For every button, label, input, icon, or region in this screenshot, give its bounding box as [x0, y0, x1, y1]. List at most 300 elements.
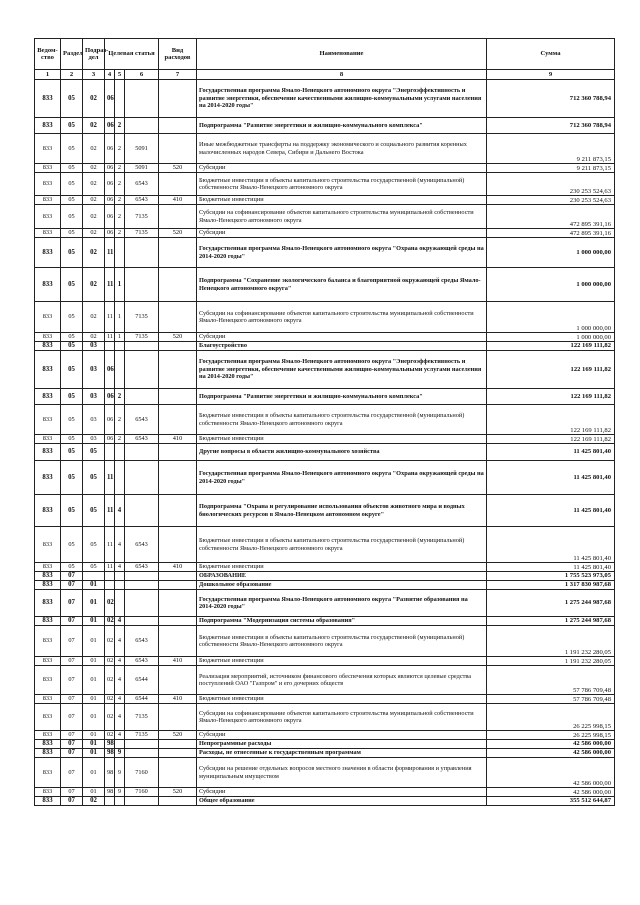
- cell-subprogram: 4: [115, 657, 125, 666]
- cell-vid: [159, 351, 197, 389]
- cell-razdel: 05: [61, 389, 83, 405]
- cell-summa: 230 253 524,63: [487, 173, 615, 196]
- cell-subprogram: 4: [115, 695, 125, 704]
- cell-program: 06: [105, 134, 115, 164]
- cell-naimenovanie: Субсидии: [197, 229, 487, 238]
- column-number: 2: [61, 70, 83, 80]
- cell-program: 06: [105, 118, 115, 134]
- cell-program: 06: [105, 405, 115, 435]
- table-row: [35, 205, 615, 229]
- cell-razdel: 07: [61, 626, 83, 657]
- cell-naimenovanie: Субсидии: [197, 731, 487, 740]
- cell-program: 11: [105, 495, 115, 527]
- cell-naimenovanie: Бюджетные инвестиции в объекты капитального строительства государственной (муниципальной) собственности Ямало-Ненецкого автономного округа: [197, 527, 487, 563]
- cell-program: [105, 797, 115, 806]
- cell-subprogram: 9: [115, 749, 125, 758]
- cell-naimenovanie: Дошкольное образование: [197, 581, 487, 590]
- cell-subprogram: 4: [115, 563, 125, 572]
- header-summa: Сумма: [487, 39, 615, 70]
- table-row: [35, 80, 615, 118]
- cell-subprogram: [115, 581, 125, 590]
- cell-vid: [159, 118, 197, 134]
- cell-article: 7135: [125, 704, 159, 731]
- cell-vedomstvo: 833: [35, 333, 61, 342]
- cell-program: 06: [105, 173, 115, 196]
- cell-naimenovanie: Бюджетные инвестиции: [197, 435, 487, 444]
- cell-razdel: 05: [61, 196, 83, 205]
- cell-razdel: 07: [61, 797, 83, 806]
- table-row: [35, 333, 615, 342]
- cell-naimenovanie: Субсидии: [197, 164, 487, 173]
- cell-vid: 410: [159, 563, 197, 572]
- cell-program: 98: [105, 758, 115, 788]
- cell-article: 5091: [125, 134, 159, 164]
- cell-podrazdel: 01: [83, 788, 105, 797]
- table-row: [35, 351, 615, 389]
- cell-vedomstvo: 833: [35, 626, 61, 657]
- cell-summa: 26 225 998,15: [487, 731, 615, 740]
- cell-vedomstvo: 833: [35, 758, 61, 788]
- cell-summa: 11 425 801,40: [487, 444, 615, 461]
- cell-podrazdel: 02: [83, 268, 105, 302]
- cell-subprogram: [115, 342, 125, 351]
- cell-article: [125, 444, 159, 461]
- cell-vid: 520: [159, 229, 197, 238]
- table-row: [35, 626, 615, 657]
- cell-vid: [159, 342, 197, 351]
- cell-podrazdel: 03: [83, 435, 105, 444]
- cell-razdel: 05: [61, 351, 83, 389]
- cell-summa: 9 211 873,15: [487, 134, 615, 164]
- cell-article: 7160: [125, 788, 159, 797]
- cell-article: [125, 118, 159, 134]
- cell-naimenovanie: Государственная программа Ямало-Ненецкого автономного округа "Охрана окружающей среды на 2014-2020 годы": [197, 238, 487, 268]
- cell-naimenovanie: Подпрограмма "Модернизация системы образования": [197, 617, 487, 626]
- cell-vid: [159, 495, 197, 527]
- cell-summa: 712 360 788,94: [487, 118, 615, 134]
- cell-podrazdel: 02: [83, 196, 105, 205]
- cell-razdel: 05: [61, 435, 83, 444]
- cell-program: [105, 572, 115, 581]
- cell-podrazdel: 05: [83, 527, 105, 563]
- cell-program: 11: [105, 527, 115, 563]
- cell-summa: 472 895 391,16: [487, 229, 615, 238]
- cell-subprogram: 2: [115, 205, 125, 229]
- cell-vedomstvo: 833: [35, 590, 61, 617]
- cell-podrazdel: 01: [83, 581, 105, 590]
- cell-podrazdel: 01: [83, 740, 105, 749]
- cell-razdel: 07: [61, 788, 83, 797]
- cell-podrazdel: 01: [83, 626, 105, 657]
- cell-vid: [159, 302, 197, 333]
- table-row: [35, 164, 615, 173]
- cell-vid: [159, 581, 197, 590]
- table-row: [35, 749, 615, 758]
- table-row: [35, 444, 615, 461]
- cell-naimenovanie: Бюджетные инвестиции в объекты капитального строительства государственной (муниципальной) собственности Ямало-Ненецкого автономного округа: [197, 405, 487, 435]
- cell-vedomstvo: 833: [35, 788, 61, 797]
- cell-vedomstvo: 833: [35, 229, 61, 238]
- cell-article: [125, 80, 159, 118]
- cell-vid: 410: [159, 435, 197, 444]
- cell-article: 7160: [125, 758, 159, 788]
- cell-vid: [159, 758, 197, 788]
- cell-vedomstvo: 833: [35, 563, 61, 572]
- cell-podrazdel: 05: [83, 444, 105, 461]
- cell-article: [125, 797, 159, 806]
- cell-article: 7135: [125, 302, 159, 333]
- cell-vid: [159, 205, 197, 229]
- table-row: [35, 572, 615, 581]
- cell-article: 7135: [125, 731, 159, 740]
- cell-vedomstvo: 833: [35, 657, 61, 666]
- cell-article: 6543: [125, 173, 159, 196]
- cell-razdel: 07: [61, 758, 83, 788]
- table-row: [35, 657, 615, 666]
- cell-naimenovanie: Другие вопросы в области жилищно-коммунального хозяйства: [197, 444, 487, 461]
- cell-vedomstvo: 833: [35, 695, 61, 704]
- cell-subprogram: [115, 444, 125, 461]
- table-body: [35, 80, 615, 806]
- column-number: 7: [159, 70, 197, 80]
- cell-naimenovanie: Государственная программа Ямало-Ненецкого автономного округа "Охрана окружающей среды на 2014-2020 годы": [197, 461, 487, 495]
- cell-program: 06: [105, 389, 115, 405]
- cell-program: [105, 581, 115, 590]
- cell-article: 6543: [125, 563, 159, 572]
- cell-podrazdel: 02: [83, 238, 105, 268]
- cell-razdel: 07: [61, 666, 83, 695]
- column-number: 4: [105, 70, 115, 80]
- cell-podrazdel: 05: [83, 563, 105, 572]
- cell-razdel: 05: [61, 461, 83, 495]
- cell-summa: 11 425 801,40: [487, 527, 615, 563]
- cell-podrazdel: 03: [83, 389, 105, 405]
- cell-article: 6543: [125, 527, 159, 563]
- table-row: [35, 563, 615, 572]
- cell-vid: 520: [159, 333, 197, 342]
- cell-vedomstvo: 833: [35, 731, 61, 740]
- cell-podrazdel: 02: [83, 333, 105, 342]
- cell-razdel: 07: [61, 617, 83, 626]
- column-number: 9: [487, 70, 615, 80]
- header-podrazdel: Подраз-дел: [83, 39, 105, 70]
- cell-program: 06: [105, 351, 115, 389]
- table-row: [35, 173, 615, 196]
- cell-vid: [159, 173, 197, 196]
- cell-program: 98: [105, 749, 115, 758]
- cell-program: 02: [105, 704, 115, 731]
- cell-vid: [159, 572, 197, 581]
- cell-subprogram: [115, 238, 125, 268]
- cell-summa: 1 275 244 987,68: [487, 590, 615, 617]
- cell-article: [125, 461, 159, 495]
- cell-vedomstvo: 833: [35, 196, 61, 205]
- cell-razdel: 05: [61, 118, 83, 134]
- table-row: [35, 797, 615, 806]
- cell-summa: 11 425 801,40: [487, 495, 615, 527]
- cell-subprogram: 4: [115, 626, 125, 657]
- table-row: [35, 196, 615, 205]
- cell-naimenovanie: Государственная программа Ямало-Ненецкого автономного округа "Энергоэффективность и развитие энергетики, обеспечение качественными жилищно-коммунальными услугами населения на 2014-2020 годы": [197, 351, 487, 389]
- cell-subprogram: 2: [115, 229, 125, 238]
- cell-podrazdel: 03: [83, 342, 105, 351]
- cell-article: [125, 581, 159, 590]
- cell-summa: 42 586 000,00: [487, 740, 615, 749]
- cell-summa: 355 512 644,87: [487, 797, 615, 806]
- cell-vedomstvo: 833: [35, 268, 61, 302]
- cell-program: 06: [105, 435, 115, 444]
- cell-razdel: 05: [61, 444, 83, 461]
- cell-subprogram: [115, 740, 125, 749]
- cell-subprogram: 2: [115, 196, 125, 205]
- cell-article: [125, 495, 159, 527]
- cell-summa: 42 586 000,00: [487, 788, 615, 797]
- cell-article: 5091: [125, 164, 159, 173]
- cell-razdel: 05: [61, 268, 83, 302]
- cell-razdel: 05: [61, 173, 83, 196]
- cell-subprogram: 2: [115, 118, 125, 134]
- cell-subprogram: 4: [115, 527, 125, 563]
- cell-podrazdel: 01: [83, 731, 105, 740]
- budget-document: [34, 38, 614, 806]
- cell-article: [125, 342, 159, 351]
- table-row: [35, 342, 615, 351]
- cell-summa: 42 586 000,00: [487, 758, 615, 788]
- cell-razdel: 05: [61, 405, 83, 435]
- cell-razdel: 05: [61, 205, 83, 229]
- cell-subprogram: 1: [115, 333, 125, 342]
- cell-vid: [159, 666, 197, 695]
- cell-vid: [159, 797, 197, 806]
- cell-vid: 410: [159, 196, 197, 205]
- table-row: [35, 666, 615, 695]
- cell-program: 02: [105, 657, 115, 666]
- budget-table: [34, 38, 615, 806]
- cell-razdel: 07: [61, 572, 83, 581]
- cell-podrazdel: 03: [83, 351, 105, 389]
- cell-naimenovanie: Субсидии на софинансирование объектов капитального строительства муниципальной собственности Ямало-Ненецкого автономного округа: [197, 205, 487, 229]
- cell-vid: 520: [159, 731, 197, 740]
- cell-subprogram: 4: [115, 731, 125, 740]
- table-row: [35, 695, 615, 704]
- cell-program: 02: [105, 731, 115, 740]
- cell-article: 7135: [125, 333, 159, 342]
- cell-vid: [159, 749, 197, 758]
- cell-razdel: 05: [61, 563, 83, 572]
- cell-vedomstvo: 833: [35, 435, 61, 444]
- cell-vedomstvo: 833: [35, 527, 61, 563]
- cell-subprogram: [115, 80, 125, 118]
- cell-naimenovanie: Подпрограмма "Сохранение экологического баланса и благоприятной окружающей среды Ямало-Ненецкого автономного округа": [197, 268, 487, 302]
- cell-naimenovanie: Субсидии на софинансирование объектов капитального строительства муниципальной собственности Ямало-Ненецкого автономного округа: [197, 704, 487, 731]
- cell-summa: 57 786 709,48: [487, 695, 615, 704]
- cell-naimenovanie: Реализация мероприятий, источником финансового обеспечения которых являются целевые средства поступлений ОАО "Газпром" и его дочерних обществ: [197, 666, 487, 695]
- header-celevaya-statya: Целевая статья: [105, 39, 159, 70]
- table-row: [35, 405, 615, 435]
- cell-naimenovanie: Бюджетные инвестиции: [197, 563, 487, 572]
- column-number-row: [35, 70, 615, 80]
- cell-summa: 1 000 000,00: [487, 302, 615, 333]
- cell-vedomstvo: 833: [35, 134, 61, 164]
- cell-summa: 122 169 111,82: [487, 351, 615, 389]
- cell-vid: [159, 405, 197, 435]
- cell-program: 11: [105, 563, 115, 572]
- cell-summa: 122 169 111,82: [487, 342, 615, 351]
- cell-article: [125, 268, 159, 302]
- cell-vedomstvo: 833: [35, 389, 61, 405]
- cell-naimenovanie: Подпрограмма "Охрана и регулирование использования объектов животного мира и водных биологических ресурсов в Ямало-Ненецком автономном округе": [197, 495, 487, 527]
- cell-naimenovanie: Бюджетные инвестиции в объекты капитального строительства государственной (муниципальной) собственности Ямало-Ненецкого автономного округа: [197, 626, 487, 657]
- cell-program: 02: [105, 695, 115, 704]
- cell-razdel: 07: [61, 704, 83, 731]
- column-number: 8: [197, 70, 487, 80]
- cell-summa: 230 253 524,63: [487, 196, 615, 205]
- column-number: 3: [83, 70, 105, 80]
- header-naimenovanie: Наименование: [197, 39, 487, 70]
- cell-razdel: 07: [61, 657, 83, 666]
- cell-podrazdel: 02: [83, 118, 105, 134]
- cell-summa: 1 755 523 973,05: [487, 572, 615, 581]
- cell-vedomstvo: 833: [35, 749, 61, 758]
- cell-vid: [159, 238, 197, 268]
- table-row: [35, 435, 615, 444]
- cell-summa: 1 275 244 987,68: [487, 617, 615, 626]
- cell-vedomstvo: 833: [35, 617, 61, 626]
- column-number: 1: [35, 70, 61, 80]
- cell-razdel: 05: [61, 333, 83, 342]
- cell-summa: 1 000 000,00: [487, 333, 615, 342]
- cell-vedomstvo: 833: [35, 238, 61, 268]
- column-number: 6: [125, 70, 159, 80]
- cell-subprogram: [115, 590, 125, 617]
- table-row: [35, 302, 615, 333]
- cell-article: 7135: [125, 205, 159, 229]
- cell-naimenovanie: Общее образование: [197, 797, 487, 806]
- header-vid-raskhodov: Вид расходов: [159, 39, 197, 70]
- cell-article: [125, 572, 159, 581]
- cell-subprogram: 2: [115, 173, 125, 196]
- cell-article: 6544: [125, 695, 159, 704]
- table-row: [35, 590, 615, 617]
- cell-article: [125, 590, 159, 617]
- cell-program: [105, 342, 115, 351]
- header-razdel: Раздел: [61, 39, 83, 70]
- cell-vedomstvo: 833: [35, 173, 61, 196]
- cell-subprogram: [115, 797, 125, 806]
- cell-summa: 1 191 232 280,05: [487, 657, 615, 666]
- cell-summa: 1 000 000,00: [487, 268, 615, 302]
- cell-podrazdel: 01: [83, 617, 105, 626]
- cell-razdel: 05: [61, 164, 83, 173]
- cell-podrazdel: 05: [83, 461, 105, 495]
- cell-summa: 57 786 709,48: [487, 666, 615, 695]
- cell-summa: 712 360 788,94: [487, 80, 615, 118]
- cell-vid: 410: [159, 695, 197, 704]
- cell-article: [125, 351, 159, 389]
- cell-program: 02: [105, 590, 115, 617]
- cell-summa: 122 169 111,82: [487, 405, 615, 435]
- cell-naimenovanie: Расходы, не отнесенные к государственным программам: [197, 749, 487, 758]
- cell-podrazdel: 01: [83, 666, 105, 695]
- cell-podrazdel: 02: [83, 302, 105, 333]
- cell-naimenovanie: Государственная программа Ямало-Ненецкого автономного округа "Развитие образования на 2014-2020 годы": [197, 590, 487, 617]
- cell-vedomstvo: 833: [35, 581, 61, 590]
- table-row: [35, 758, 615, 788]
- cell-vedomstvo: 833: [35, 740, 61, 749]
- cell-vedomstvo: 833: [35, 405, 61, 435]
- cell-vid: [159, 527, 197, 563]
- cell-article: [125, 389, 159, 405]
- cell-program: 06: [105, 164, 115, 173]
- cell-naimenovanie: Государственная программа Ямало-Ненецкого автономного округа "Энергоэффективность и развитие энергетики, обеспечение качественными жилищно-коммунальными услугами населения на 2014-2020 годы": [197, 80, 487, 118]
- cell-podrazdel: 01: [83, 758, 105, 788]
- cell-naimenovanie: Бюджетные инвестиции в объекты капитального строительства государственной (муниципальной) собственности Ямало-Ненецкого автономного округа: [197, 173, 487, 196]
- header-vedomstvo: Ведом-ство: [35, 39, 61, 70]
- cell-podrazdel: 01: [83, 704, 105, 731]
- cell-podrazdel: 01: [83, 590, 105, 617]
- cell-vid: [159, 134, 197, 164]
- cell-subprogram: 4: [115, 666, 125, 695]
- cell-vedomstvo: 833: [35, 495, 61, 527]
- cell-program: 11: [105, 268, 115, 302]
- cell-summa: 122 169 111,82: [487, 389, 615, 405]
- cell-summa: 9 211 873,15: [487, 164, 615, 173]
- cell-program: 98: [105, 788, 115, 797]
- cell-program: 98: [105, 740, 115, 749]
- cell-program: 06: [105, 196, 115, 205]
- cell-vid: 520: [159, 788, 197, 797]
- cell-podrazdel: 01: [83, 749, 105, 758]
- cell-podrazdel: 02: [83, 205, 105, 229]
- cell-program: 06: [105, 205, 115, 229]
- cell-vid: [159, 389, 197, 405]
- cell-vid: [159, 80, 197, 118]
- table-row: [35, 238, 615, 268]
- cell-summa: 1 191 232 280,05: [487, 626, 615, 657]
- cell-podrazdel: 02: [83, 797, 105, 806]
- cell-razdel: 07: [61, 731, 83, 740]
- cell-podrazdel: 03: [83, 405, 105, 435]
- cell-program: 11: [105, 238, 115, 268]
- cell-vedomstvo: 833: [35, 461, 61, 495]
- cell-program: 11: [105, 461, 115, 495]
- cell-vedomstvo: 833: [35, 302, 61, 333]
- cell-subprogram: [115, 572, 125, 581]
- cell-naimenovanie: Субсидии: [197, 333, 487, 342]
- cell-naimenovanie: Благоустройство: [197, 342, 487, 351]
- cell-razdel: 07: [61, 749, 83, 758]
- table-row: [35, 461, 615, 495]
- cell-podrazdel: 02: [83, 80, 105, 118]
- cell-subprogram: 2: [115, 389, 125, 405]
- cell-article: [125, 740, 159, 749]
- table-row: [35, 229, 615, 238]
- cell-summa: 1 317 830 987,68: [487, 581, 615, 590]
- cell-vedomstvo: 833: [35, 80, 61, 118]
- cell-vid: [159, 590, 197, 617]
- cell-vid: [159, 626, 197, 657]
- cell-subprogram: 2: [115, 134, 125, 164]
- cell-razdel: 07: [61, 740, 83, 749]
- cell-article: 6544: [125, 666, 159, 695]
- cell-podrazdel: 01: [83, 695, 105, 704]
- cell-naimenovanie: Иные межбюджетные трансферты на поддержку экономического и социального развития коренных малочисленных народов Севера, Сибири и Дальнего Востока: [197, 134, 487, 164]
- cell-naimenovanie: Бюджетные инвестиции: [197, 657, 487, 666]
- table-row: [35, 527, 615, 563]
- cell-vedomstvo: 833: [35, 797, 61, 806]
- cell-vedomstvo: 833: [35, 351, 61, 389]
- cell-naimenovanie: ОБРАЗОВАНИЕ: [197, 572, 487, 581]
